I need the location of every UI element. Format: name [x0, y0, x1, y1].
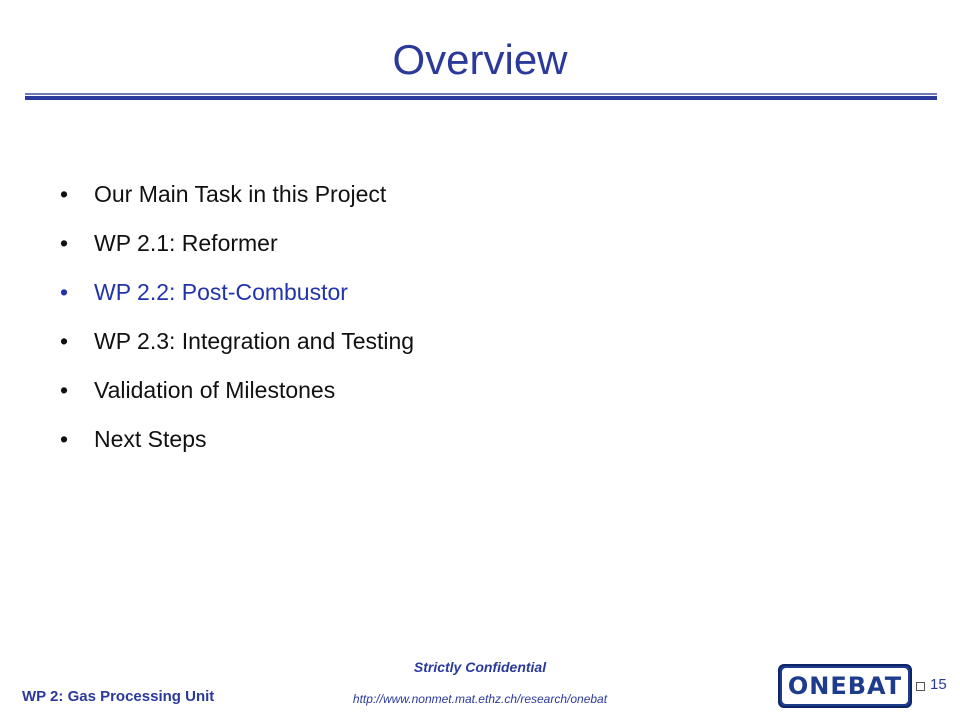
bullet-item-highlighted	[60, 268, 414, 317]
bullet-icon: •	[60, 181, 69, 207]
footer-confidential: Strictly Confidential	[413, 659, 547, 675]
bullet-icon: •	[60, 230, 69, 256]
footer-url-link[interactable]: http://www.nonmet.mat.ethz.ch/research/onebat	[352, 692, 608, 706]
bullet-icon: •	[60, 279, 69, 305]
bullet-item	[60, 317, 414, 366]
title-divider-thick	[25, 96, 937, 100]
placeholder-box-icon	[916, 682, 925, 691]
bullet-item	[60, 415, 414, 464]
bullet-icon: •	[60, 377, 69, 403]
bullet-item	[60, 366, 414, 415]
bullet-text: Validation of Milestones	[94, 377, 336, 403]
title-divider-thin	[25, 93, 937, 95]
bullet-text: WP 2.2: Post-Combustor	[94, 279, 348, 305]
bullet-item	[60, 219, 414, 268]
onebat-logo-text: ONEBAT	[782, 668, 908, 704]
bullet-icon: •	[60, 328, 69, 354]
bullet-text: WP 2.1: Reformer	[94, 230, 278, 256]
bullet-list	[60, 170, 414, 464]
page-number: 15	[930, 676, 947, 693]
bullet-text: WP 2.3: Integration and Testing	[94, 328, 415, 354]
bullet-item	[60, 170, 414, 219]
footer-wp-label: WP 2: Gas Processing Unit	[22, 688, 215, 705]
bullet-text: Next Steps	[94, 426, 207, 452]
bullet-text: Our Main Task in this Project	[94, 181, 387, 207]
onebat-logo	[778, 664, 912, 708]
slide-title: Overview	[392, 36, 568, 83]
bullet-icon: •	[60, 426, 69, 452]
